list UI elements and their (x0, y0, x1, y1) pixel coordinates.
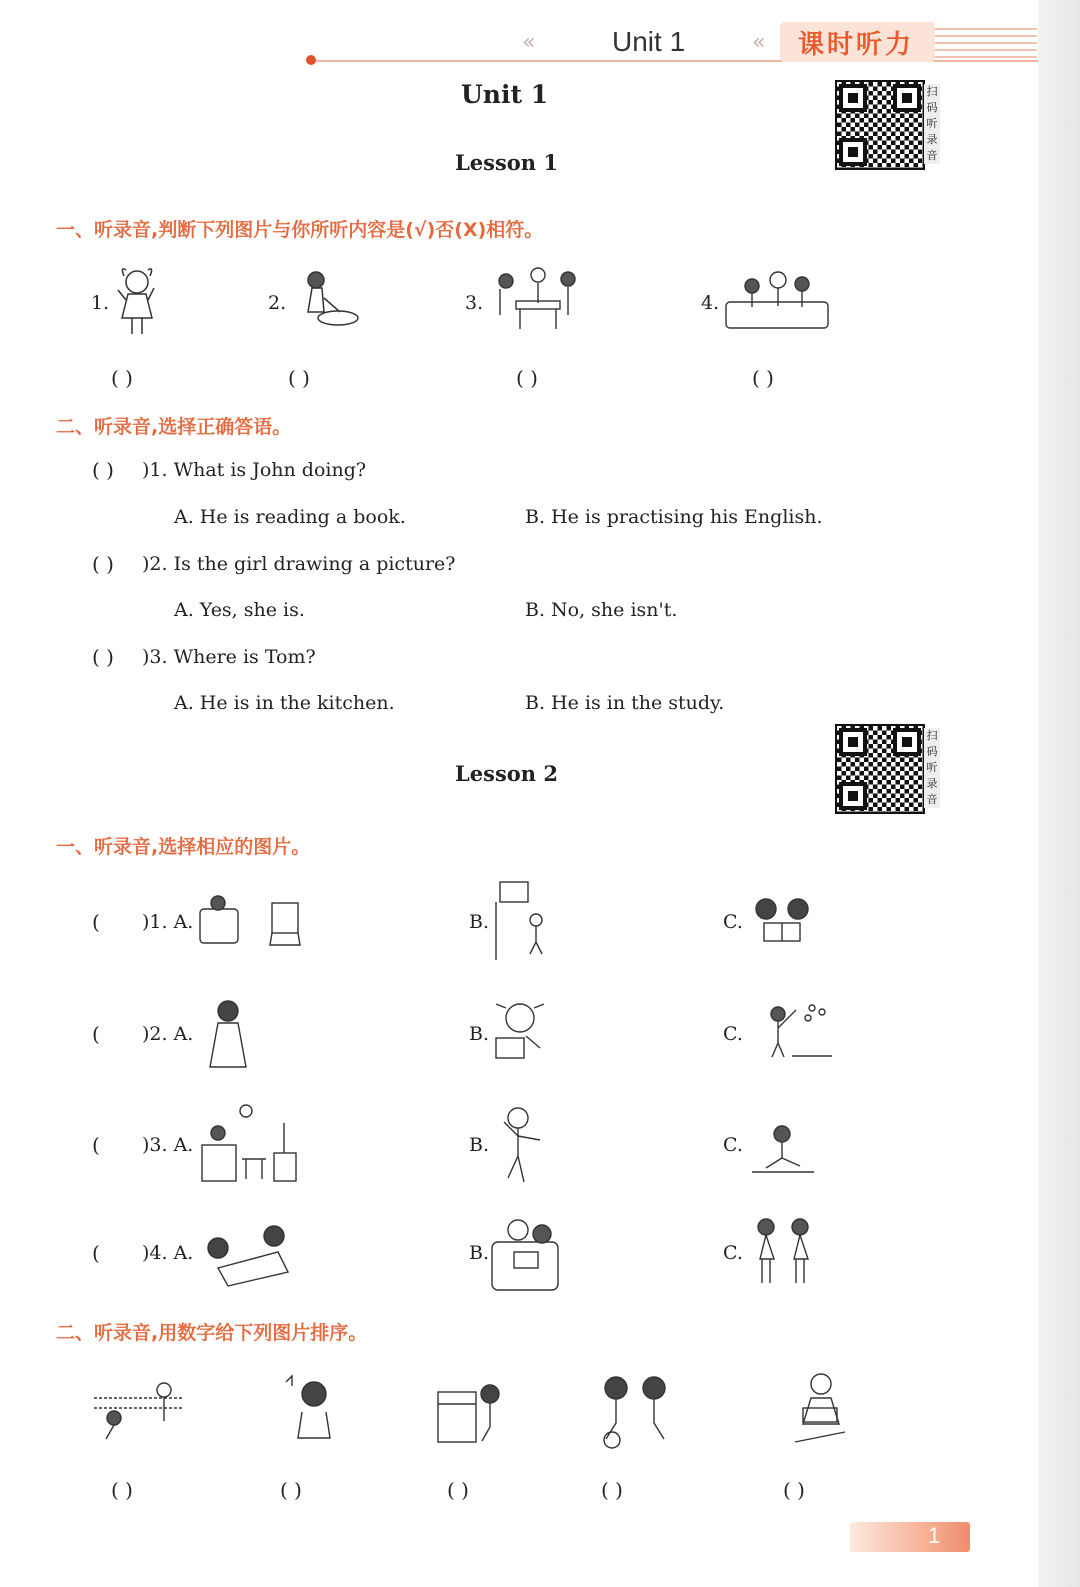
answer-blank[interactable]: ( (92, 910, 100, 934)
answer-blank[interactable]: ( ) (280, 1478, 302, 1502)
answer-blank[interactable]: ( (92, 1241, 100, 1265)
lesson1-section2-heading: 二、听录音,选择正确答语。 (56, 416, 292, 438)
lesson1-section1-heading: 一、听录音,判断下列图片与你所听内容是(√)否(X)相符。 (56, 219, 544, 241)
page-number: 1 (928, 1523, 941, 1548)
row-number: )1. A. (142, 911, 194, 933)
item-number: 3. (465, 292, 484, 314)
boy-dancing-picture[interactable] (494, 1104, 554, 1188)
lesson2-title: Lesson 2 (455, 761, 558, 786)
option-b-label: B. (469, 1023, 490, 1045)
answer-blank[interactable]: ( ) (516, 366, 538, 390)
lesson1-title: Lesson 1 (455, 150, 558, 175)
boy-reading-picture (785, 1370, 855, 1448)
girl-playing-piano-picture (434, 1368, 508, 1448)
option-a[interactable]: A. He is in the kitchen. (174, 692, 395, 714)
answer-blank[interactable]: ( ) (447, 1478, 469, 1502)
chevron-left-icon: « (752, 30, 766, 55)
lesson2-section2-heading: 二、听录音,用数字给下列图片排序。 (56, 1322, 368, 1344)
option-b[interactable]: B. He is in the study. (525, 692, 725, 714)
option-b[interactable]: B. No, she isn't. (525, 599, 678, 621)
option-c-label: C. (723, 1023, 743, 1045)
question-text: )1. What is John doing? (142, 459, 367, 481)
option-c-label: C. (723, 1134, 743, 1156)
header-tag: 课时听力 (798, 30, 915, 60)
option-b-label: B. (469, 1242, 490, 1264)
girl-singing-picture[interactable] (200, 995, 256, 1075)
reading-together-picture[interactable] (488, 1212, 564, 1294)
kids-dancing-picture[interactable] (748, 1215, 824, 1287)
item-number: 4. (701, 292, 720, 314)
page-number-badge (850, 1522, 970, 1552)
qr-caption: 扫码听录音 (924, 84, 940, 164)
badminton-picture (90, 1370, 188, 1444)
page-edge-shadow (1038, 0, 1080, 1587)
answer-blank[interactable]: ( ) (111, 366, 133, 390)
qr-code-icon[interactable] (835, 724, 925, 814)
item-number: 2. (268, 292, 287, 314)
qr-caption: 扫码听录音 (924, 728, 940, 808)
option-b-label: B. (469, 1134, 490, 1156)
answer-blank[interactable]: ( ) (288, 366, 310, 390)
option-a[interactable]: A. He is reading a book. (174, 506, 406, 528)
answer-blank[interactable]: ( ) (601, 1478, 623, 1502)
answer-blank[interactable]: ( ) (752, 366, 774, 390)
chevron-left-icon: « (522, 30, 536, 55)
item-number: 1. (91, 292, 110, 314)
answer-blank[interactable]: ( ) (92, 645, 114, 669)
option-c-label: C. (723, 911, 743, 933)
girl-picture (112, 262, 162, 340)
row-number: )2. A. (142, 1023, 194, 1045)
answer-blank[interactable]: ( ) (783, 1478, 805, 1502)
lesson2-section1-heading: 一、听录音,选择相应的图片。 (56, 836, 311, 858)
family-on-sofa-picture (722, 262, 832, 336)
answer-blank[interactable]: ( ) (111, 1478, 133, 1502)
answer-blank[interactable]: ( (92, 1022, 100, 1046)
kids-at-table-picture (490, 265, 586, 335)
basketball-picture[interactable] (490, 880, 554, 964)
header-dot (306, 55, 316, 65)
option-a[interactable]: A. Yes, she is. (174, 599, 305, 621)
unit-title: Unit 1 (461, 80, 549, 109)
answer-blank[interactable]: ( ) (92, 458, 114, 482)
person-washing-picture (290, 268, 362, 332)
option-b[interactable]: B. He is practising his English. (525, 506, 823, 528)
qr-code-icon[interactable] (835, 80, 925, 170)
boy-cleaning-picture[interactable] (748, 1122, 818, 1178)
reading-in-armchair-picture[interactable] (196, 893, 306, 949)
header-unit-label: Unit 1 (612, 26, 686, 57)
question-text: )3. Where is Tom? (142, 646, 316, 668)
option-c-label: C. (723, 1242, 743, 1264)
header-stripes (935, 28, 1037, 60)
girl-with-book-picture[interactable] (490, 996, 554, 1068)
living-room-picture[interactable] (198, 1103, 302, 1185)
chess-game-picture[interactable] (198, 1218, 298, 1288)
answer-blank[interactable]: ( (92, 1133, 100, 1157)
kids-playing-football-picture (584, 1374, 682, 1450)
row-number: )3. A. (142, 1134, 194, 1156)
question-text: )2. Is the girl drawing a picture? (142, 553, 456, 575)
option-b-label: B. (469, 911, 490, 933)
two-kids-reading-picture[interactable] (748, 895, 818, 947)
girl-listening-music-picture (282, 1372, 346, 1442)
row-number: )4. A. (142, 1242, 194, 1264)
answer-blank[interactable]: ( ) (92, 552, 114, 576)
boy-picking-fruit-picture[interactable] (762, 998, 834, 1064)
